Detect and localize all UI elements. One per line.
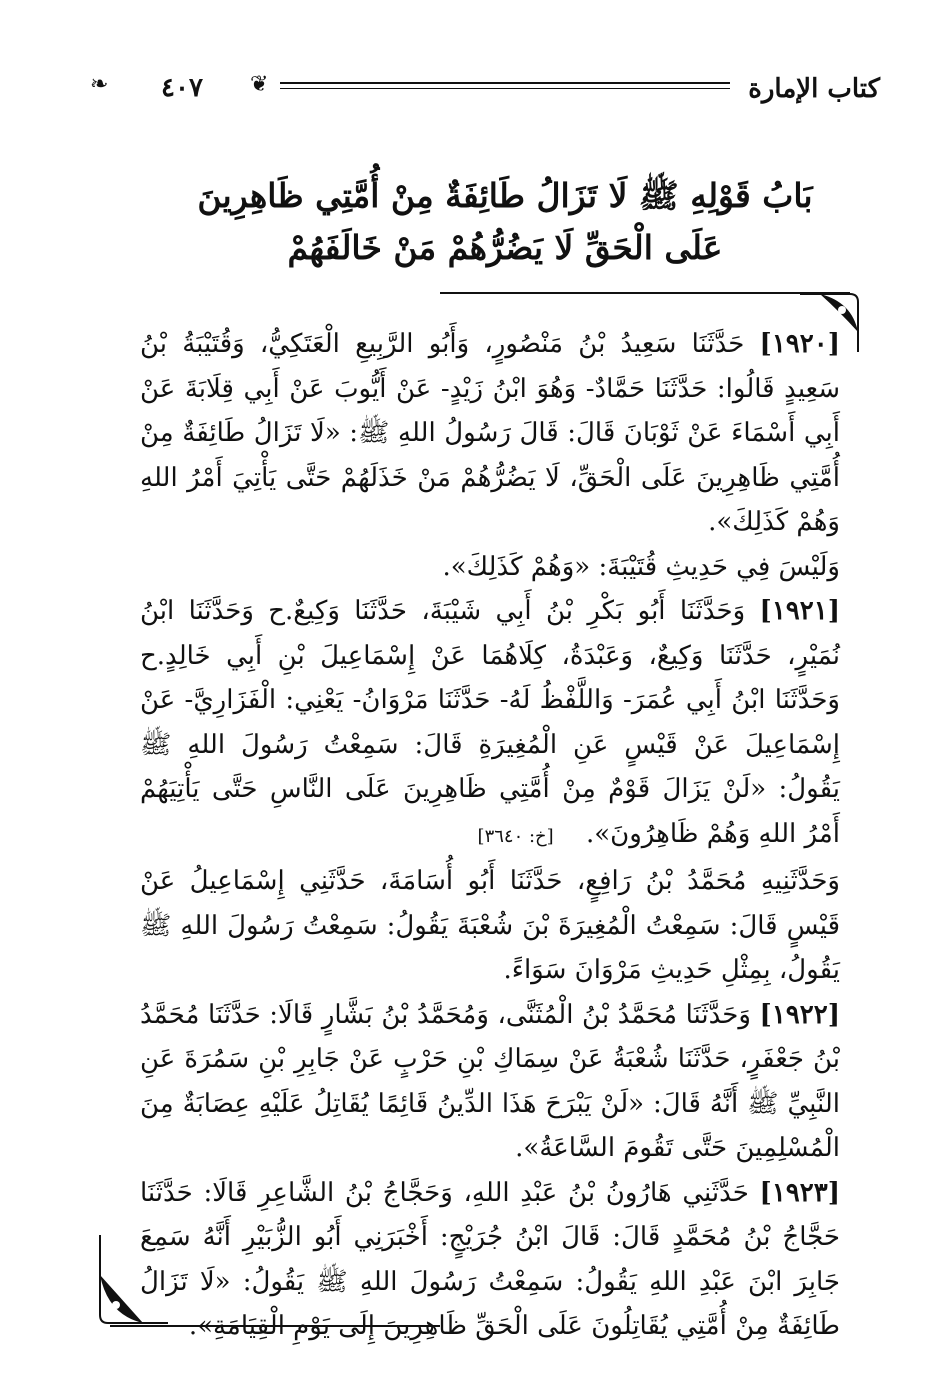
hadith-number: [١٩٢٠] xyxy=(759,329,840,359)
hadith-note: وَلَيْسَ فِي حَدِيثِ قُتَيْبَةَ: «وَهُمْ كَذَلِكَ». xyxy=(442,551,840,582)
hadith-text: حَدَّثَنَا سَعِيدُ بْنُ مَنْصُورٍ، وَأَبُو الرَّبِيعِ الْعَتَكِيُّ، وَقُتَيْبَةُ بْنُ سَعِيدٍ قَالُوا: حَدَّثَنَا حَمَّادٌ- وَهُوَ ابْنُ زَيْدٍ- عَنْ أَيُّوبَ عَنْ أَبِي قِلَابَةَ عَنْ أَبِي أَسْمَاءَ عَنْ ثَوْبَانَ قَالَ: قَالَ رَسُولُ اللهِ ﷺ: «لَا تَزَالُ طَائِفَةٌ مِنْ أُمَّتِي ظَاهِرِينَ عَلَى الْحَقِّ، لَا يَضُرُّهُمْ مَنْ خَذَلَهُمْ حَتَّى يَأْتِيَ أَمْرُ اللهِ وَهُمْ كَذَلِكَ». xyxy=(140,329,840,537)
hadith-text: وَحَدَّثَنَا مُحَمَّدُ بْنُ الْمُثَنَّى، وَمُحَمَّدُ بْنُ بَشَّارٍ قَالَا: حَدَّثَنَا مُحَمَّدُ بْنُ جَعْفَرٍ، حَدَّثَنَا شُعْبَةُ عَنْ سِمَاكِ بْنِ حَرْبٍ عَنْ جَابِرِ بْنِ سَمُرَةَ عَنِ النَّبِيِّ ﷺ أَنَّهُ قَالَ: «لَنْ يَبْرَحَ هَذَا الدِّينُ قَائِمًا يُقَاتِلُ عَلَيْهِ عِصَابَةٌ مِنَ الْمُسْلِمِينَ حَتَّى تَقُومَ السَّاعَةُ». xyxy=(140,999,840,1163)
hadith-note: وَحَدَّثَنِيهِ مُحَمَّدُ بْنُ رَافِعٍ، حَدَّثَنَا أَبُو أُسَامَةَ، حَدَّثَنِي إِسْمَاعِيلُ عَنْ قَيْسٍ قَالَ: سَمِعْتُ الْمُغِيرَةَ بْنَ شُعْبَةَ يَقُولُ: سَمِعْتُ رَسُولَ اللهِ ﷺ يَقُولُ، بِمِثْلِ حَدِيثِ مَرْوَانَ سَوَاءً. xyxy=(140,866,840,985)
bukhari-reference: [خ: ٣٦٤٠] xyxy=(477,825,554,847)
header-rule xyxy=(280,82,730,84)
page-number: ٤٠٧ xyxy=(161,73,203,103)
ornament-left-icon: ❧ xyxy=(90,72,109,97)
chapter-line-2: عَلَى الْحَقِّ لَا يَضُرُّهُمْ مَنْ خَالَفَهُمْ xyxy=(287,228,723,267)
hadith-1922 xyxy=(140,993,840,1171)
hadith-number: [١٩٢١] xyxy=(759,596,840,626)
page-header xyxy=(90,62,880,116)
chapter-heading xyxy=(120,170,890,274)
hadith-1920 xyxy=(140,322,840,545)
hadith-text: وَحَدَّثَنَا أَبُو بَكْرِ بْنُ أَبِي شَيْبَةَ، حَدَّثَنَا وَكِيعٌ.ح وَحَدَّثَنَا ابْنُ نُمَيْرٍ، حَدَّثَنَا وَكِيعٌ، وَعَبْدَةُ، كِلَاهُمَا عَنْ إِسْمَاعِيلَ بْنِ أَبِي خَالِدٍ.ح وَحَدَّثَنَا ابْنُ أَبِي عُمَرَ- وَاللَّفْظُ لَهُ- حَدَّثَنَا مَرْوَانُ- يَعْنِي: الْفَزَارِيَّ- عَنْ إِسْمَاعِيلَ عَنْ قَيْسٍ عَنِ الْمُغِيرَةِ قَالَ: سَمِعْتُ رَسُولَ اللهِ ﷺ يَقُولُ: «لَنْ يَزَالَ قَوْمٌ مِنْ أُمَّتِي ظَاهِرِينَ عَلَى النَّاسِ حَتَّى يَأْتِيَهُمْ أَمْرُ اللهِ وَهُمْ ظَاهِرُونَ». xyxy=(140,596,840,849)
hadith-1923 xyxy=(140,1171,840,1349)
header-rule-thin xyxy=(280,88,730,89)
hadith-text: حَدَّثَنِي هَارُونُ بْنُ عَبْدِ اللهِ، وَحَجَّاجُ بْنُ الشَّاعِرِ قَالَا: حَدَّثَنَا حَجَّاجُ بْنُ مُحَمَّدٍ قَالَ: قَالَ ابْنُ جُرَيْجٍ: أَخْبَرَنِي أَبُو الزُّبَيْرِ أَنَّهُ سَمِعَ جَابِرَ ابْنَ عَبْدِ اللهِ يَقُولُ: سَمِعْتُ رَسُولَ اللهِ ﷺ يَقُولُ: «لَا تَزَالُ طَائِفَةٌ مِنْ أُمَّتِي يُقَاتِلُونَ عَلَى الْحَقِّ ظَاهِرِينَ إِلَى يَوْمِ الْقِيَامَةِ». xyxy=(140,1177,840,1341)
hadith-body xyxy=(140,322,840,1349)
ornament-right-icon: ❦ xyxy=(250,72,269,97)
chapter-line-1: بَابُ قَوْلِهِ ﷺ لَا تَزَالُ طَائِفَةٌ مِنْ أُمَّتِي ظَاهِرِينَ xyxy=(197,176,813,215)
hadith-number: [١٩٢٣] xyxy=(759,1177,840,1208)
frame-top-rule xyxy=(440,292,850,294)
book-title: كتاب الإمارة xyxy=(748,74,880,104)
hadith-1921 xyxy=(140,589,840,859)
hadith-number: [١٩٢٢] xyxy=(759,999,841,1030)
